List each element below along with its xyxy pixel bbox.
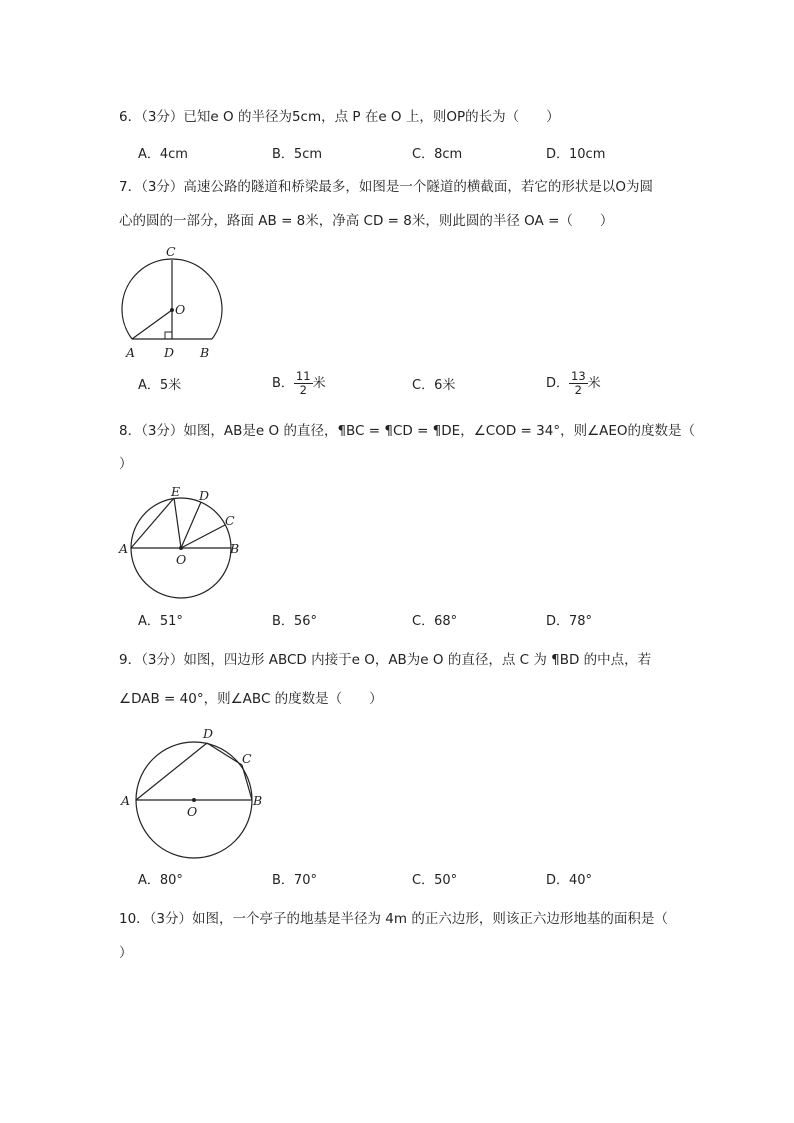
q7-radius-oa: [132, 310, 172, 339]
q7-option-d-numerator: 13: [571, 369, 586, 383]
q7-option-d[interactable]: [546, 370, 601, 397]
q7-tunnel-figure: [110, 240, 230, 365]
q9-option-c[interactable]: C．50°: [412, 873, 458, 888]
q9-chord-cb: [242, 765, 252, 800]
q6-stem: 6．（3分）已知e O 的半径为5cm，点 P 在e O 上，则OP的长为（ ）: [119, 109, 560, 125]
q6-option-c[interactable]: C．8cm: [412, 147, 463, 162]
q9-stem-line2: ∠DAB = 40°，则∠ABC 的度数是（ ）: [119, 691, 383, 707]
q7-option-d-fraction: [569, 370, 588, 397]
q7-label-a: A: [126, 345, 136, 360]
q7-option-b-prefix: B．: [272, 376, 294, 391]
q6-option-d[interactable]: D．10cm: [546, 147, 606, 162]
q8-label-b: B: [230, 541, 240, 556]
q10-stem-line1: 10．（3分）如图，一个亭子的地基是半径为 4m 的正六边形，则该正六边形地基的面积是（: [119, 911, 668, 927]
q7-option-d-denominator: 2: [574, 383, 582, 397]
q7-option-b-numerator: 11: [295, 369, 311, 383]
q7-label-o: O: [175, 302, 186, 317]
q8-center-dot: [179, 546, 183, 550]
q8-radius-oc: [181, 525, 225, 548]
q9-circle-figure: [115, 722, 275, 867]
q9-label-b: B: [253, 793, 263, 808]
q8-stem-line2: ）: [119, 456, 133, 472]
q6-option-b[interactable]: B．5cm: [272, 147, 323, 162]
q8-radius-oe: [174, 498, 181, 548]
q9-label-d: D: [203, 726, 214, 741]
q8-option-b[interactable]: B．56°: [272, 614, 317, 629]
q9-option-a[interactable]: A．80°: [138, 873, 183, 888]
q9-center-dot: [192, 798, 196, 802]
q7-label-d: D: [164, 345, 175, 360]
q9-chord-ad: [136, 743, 207, 800]
q7-option-b-unit: 米: [312, 376, 326, 391]
q7-right-angle-mark: [165, 332, 172, 339]
q7-label-b: B: [200, 345, 210, 360]
q8-label-a: A: [119, 541, 129, 556]
q6-option-a[interactable]: A．4cm: [138, 147, 188, 162]
q7-option-a[interactable]: A．5米: [138, 378, 182, 393]
q8-radius-od: [181, 502, 201, 548]
q9-label-a: A: [121, 793, 131, 808]
q7-option-d-prefix: D．: [546, 376, 570, 391]
q7-stem-line2: 心的圆的一部分，路面 AB = 8米，净高 CD = 8米，则此圆的半径 OA =（ ）: [119, 213, 614, 229]
q8-option-a[interactable]: A．51°: [138, 614, 183, 629]
q7-stem-line1: 7．（3分）高速公路的隧道和桥梁最多，如图是一个隧道的横截面，若它的形状是以O为圆: [119, 179, 654, 195]
q8-label-c: C: [225, 513, 235, 528]
q7-option-b-fraction: [294, 370, 313, 397]
q7-option-d-unit: 米: [587, 376, 601, 391]
q9-label-o: O: [187, 804, 198, 819]
q7-option-b[interactable]: [272, 370, 326, 397]
q9-label-c: C: [242, 751, 252, 766]
q9-stem-line1: 9．（3分）如图，四边形 ABCD 内接于e O，AB为e O 的直径，点 C 为 ¶BD 的中点，若: [119, 652, 652, 668]
q7-option-b-denominator: 2: [299, 383, 307, 397]
q7-label-c: C: [166, 244, 176, 259]
q7-option-c[interactable]: C．6米: [412, 378, 456, 393]
q7-center-dot: [170, 308, 174, 312]
q10-stem-line2: ）: [119, 945, 133, 961]
q9-chord-dc: [207, 743, 242, 765]
q8-label-e: E: [171, 484, 181, 499]
q8-label-d: D: [199, 488, 210, 503]
q9-option-b[interactable]: B．70°: [272, 873, 317, 888]
q8-label-o: O: [176, 552, 187, 567]
q8-option-c[interactable]: C．68°: [412, 614, 458, 629]
q8-option-d[interactable]: D．78°: [546, 614, 593, 629]
q8-circle-figure: [115, 480, 245, 590]
q9-option-d[interactable]: D．40°: [546, 873, 593, 888]
q8-stem-line1: 8．（3分）如图，AB是e O 的直径，¶BC = ¶CD = ¶DE，∠COD = 34°，则∠AEO的度数是（: [119, 423, 696, 439]
